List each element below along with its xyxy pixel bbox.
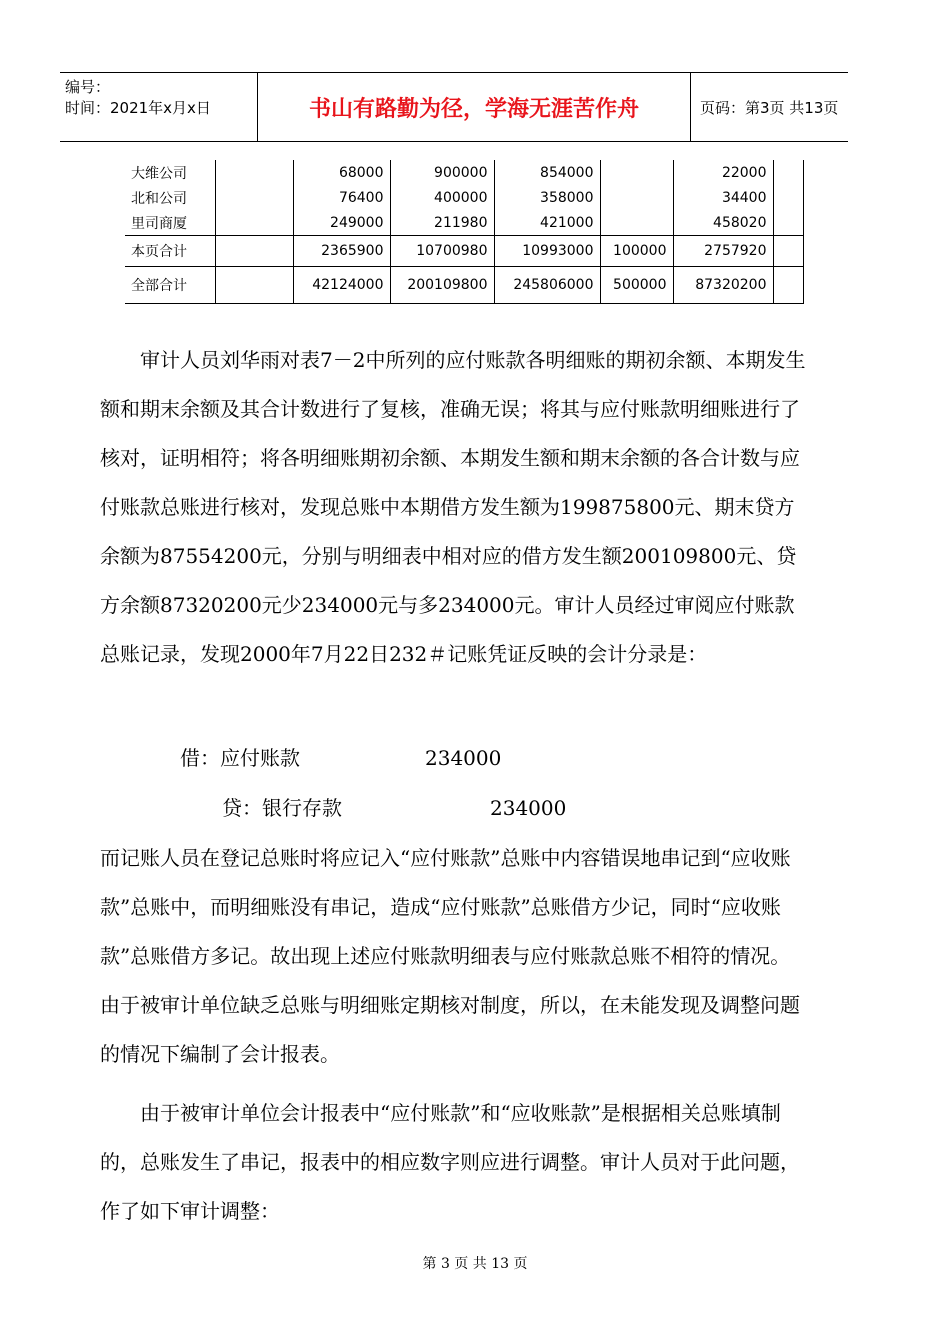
table-row-page-total — [125, 236, 803, 267]
table-row — [125, 210, 803, 236]
cell: 10700980 — [390, 236, 494, 267]
table-row — [125, 185, 803, 210]
row-name: 里司商厦 — [125, 210, 215, 236]
cell: 76400 — [293, 185, 390, 210]
cell: 245806000 — [494, 267, 600, 304]
cell: 400000 — [390, 185, 494, 210]
cell: 854000 — [494, 160, 600, 185]
cell — [600, 210, 673, 236]
cell: 249000 — [293, 210, 390, 236]
cell: 34400 — [673, 185, 773, 210]
debit-amount: 234000 — [425, 746, 502, 770]
journal-entry-debit — [180, 736, 502, 780]
ledger-table — [125, 160, 804, 304]
number-label: 编号： — [65, 78, 111, 96]
header-motto: 书山有路勤为径，学海无涯苦作舟 — [308, 96, 639, 122]
cell: 358000 — [494, 185, 600, 210]
header-page-info: 页码：第3页 共13页 — [700, 98, 839, 117]
journal-entry-credit — [222, 786, 567, 830]
cell: 42124000 — [293, 267, 390, 304]
row-name: 北和公司 — [125, 185, 215, 210]
time-label: 时间：2021年x月x日 — [65, 99, 211, 117]
header-meta — [65, 77, 255, 119]
header-divider — [690, 73, 691, 141]
cell: 200109800 — [390, 267, 494, 304]
row-name: 全部合计 — [125, 267, 215, 304]
cell: 421000 — [494, 210, 600, 236]
cell — [600, 160, 673, 185]
cell: 22000 — [673, 160, 773, 185]
cell: 211980 — [390, 210, 494, 236]
cell: 500000 — [600, 267, 673, 304]
credit-label: 贷：银行存款 — [222, 796, 342, 820]
cell: 10993000 — [494, 236, 600, 267]
paragraph-adjustment: 由于被审计单位会计报表中“应付账款”和“应收账款”是根据相关总账填制的，总账发生了串记，报表中的相应数字则应进行调整。审计人员对于此问题，作了如下审计调整： — [100, 1101, 800, 1223]
cell: 900000 — [390, 160, 494, 185]
page-header — [60, 72, 848, 142]
paragraph-review: 审计人员刘华雨对表7－2中所列的应付账款各明细账的期初余额、本期发生额和期末余额及其合计数进行了复核，准确无误；将其与应付账款明细账进行了核对，证明相符；将各明细账期初余额、本期发生额和期末余额的各合计数与应付账款总账进行核对，发现总账中本期借方发生额为199875800元、期末贷方余额为87554200元，分别与明细表中相对应的借方发生额200109800元、贷方余额87320200元少234000元与多234000元。审计人员经过审阅应付账款总账记录，发现2000年7月22日232＃记账凭证反映的会计分录是： — [100, 348, 806, 666]
cell: 2757920 — [673, 236, 773, 267]
cell: 2365900 — [293, 236, 390, 267]
cell: 68000 — [293, 160, 390, 185]
cell: 87320200 — [673, 267, 773, 304]
table-row-grand-total — [125, 267, 803, 304]
row-name: 本页合计 — [125, 236, 215, 267]
page-footer: 第 3 页 共 13 页 — [422, 1256, 528, 1272]
cell: 100000 — [600, 236, 673, 267]
cell: 458020 — [673, 210, 773, 236]
debit-label: 借：应付账款 — [180, 746, 300, 770]
cell — [600, 185, 673, 210]
paragraph-misposting: 而记账人员在登记总账时将应记入“应付账款”总账中内容错误地串记到“应收账款”总账中，而明细账没有串记，造成“应付账款”总账借方少记，同时“应收账款”总账借方多记。故出现上述应付账款明细表与应付账款总账不相符的情况。由于被审计单位缺乏总账与明细账定期核对制度，所以，在未能发现及调整问题的情况下编制了会计报表。 — [100, 846, 800, 1066]
row-name: 大维公司 — [125, 160, 215, 185]
credit-amount: 234000 — [490, 796, 567, 820]
table-row — [125, 160, 803, 185]
